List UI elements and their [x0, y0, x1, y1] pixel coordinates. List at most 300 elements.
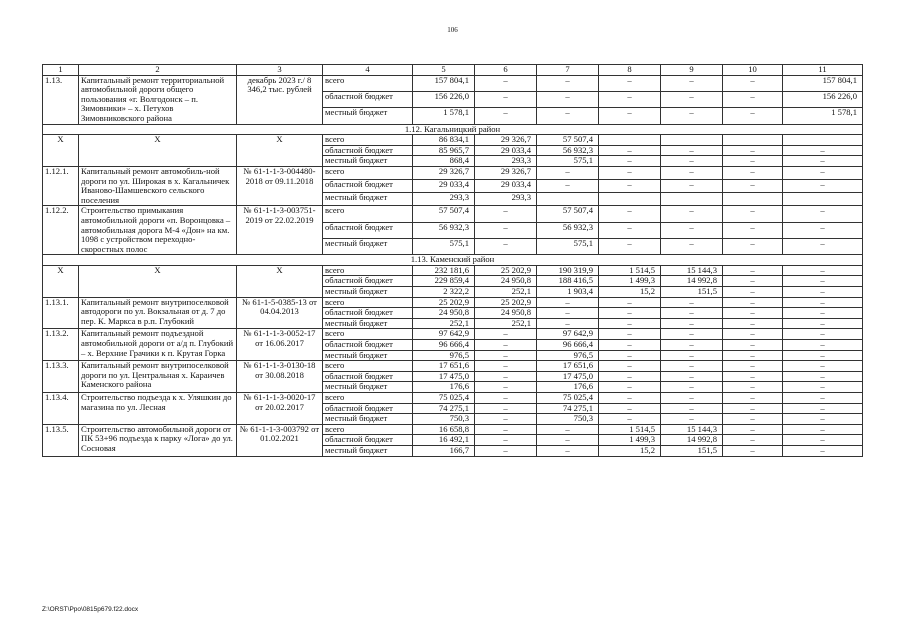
amount-cell: – — [723, 382, 783, 393]
amount-cell: – — [475, 222, 537, 238]
amount-cell: 176,6 — [537, 382, 599, 393]
amount-cell: – — [599, 222, 661, 238]
amount-cell: – — [599, 308, 661, 319]
amount-cell: – — [599, 403, 661, 414]
amount-cell: – — [661, 393, 723, 404]
amount-cell: – — [723, 265, 783, 276]
amount-cell: 1 499,3 — [599, 276, 661, 287]
amount-cell — [661, 193, 723, 206]
header-cell: 9 — [661, 65, 723, 76]
amount-cell: – — [723, 424, 783, 435]
amount-cell: – — [475, 414, 537, 425]
amount-cell: – — [783, 318, 863, 329]
amount-cell: – — [661, 371, 723, 382]
amount-cell: – — [661, 108, 723, 124]
amount-cell: 252,1 — [475, 287, 537, 298]
item-document: № 61-1-1-3-0020-17 от 20.02.2017 — [237, 393, 323, 425]
amount-cell: – — [723, 145, 783, 156]
funding-source: областной бюджет — [323, 91, 413, 107]
header-cell: 5 — [413, 65, 475, 76]
amount-cell: 14 992,8 — [661, 435, 723, 446]
amount-cell: – — [783, 180, 863, 193]
amount-cell: – — [723, 403, 783, 414]
amount-cell: – — [475, 435, 537, 446]
amount-cell: – — [661, 308, 723, 319]
amount-cell: 15 144,3 — [661, 424, 723, 435]
amount-cell: – — [599, 297, 661, 308]
amount-cell: – — [475, 350, 537, 361]
amount-cell: – — [723, 445, 783, 456]
item-name: Капитальный ремонт территориальной автомобильной дороги общего пользования «г. Волгодонск – п. Зимовники» – х. Петухов Зимовниковского района — [79, 75, 237, 124]
amount-cell: 25 202,9 — [413, 297, 475, 308]
funding-source: местный бюджет — [323, 238, 413, 254]
amount-cell: – — [723, 308, 783, 319]
amount-cell: 29 033,4 — [475, 180, 537, 193]
amount-cell: 750,3 — [537, 414, 599, 425]
amount-cell: – — [661, 145, 723, 156]
amount-cell: – — [661, 382, 723, 393]
funding-source: всего — [323, 166, 413, 179]
amount-cell: 188 416,5 — [537, 276, 599, 287]
amount-cell: 17 475,0 — [537, 371, 599, 382]
funding-source: местный бюджет — [323, 445, 413, 456]
amount-cell — [599, 135, 661, 146]
amount-cell: 976,5 — [537, 350, 599, 361]
table-row — [43, 297, 863, 308]
amount-cell: – — [537, 445, 599, 456]
item-document: № 61-1-1-3-0130-18 от 30.08.2018 — [237, 361, 323, 393]
amount-cell: – — [475, 403, 537, 414]
amount-cell: 17 651,6 — [537, 361, 599, 372]
amount-cell: – — [783, 238, 863, 254]
item-document: № 61-1-1-3-003751-2019 от 22.02.2019 — [237, 206, 323, 255]
table-row — [43, 393, 863, 404]
amount-cell: – — [723, 361, 783, 372]
table-row — [43, 329, 863, 340]
item-number: 1.13.4. — [43, 393, 79, 425]
amount-cell: – — [475, 91, 537, 107]
amount-cell: 1 903,4 — [537, 287, 599, 298]
header-row — [43, 65, 863, 76]
amount-cell: – — [783, 308, 863, 319]
funding-source: всего — [323, 424, 413, 435]
amount-cell: – — [475, 393, 537, 404]
amount-cell: – — [599, 156, 661, 167]
amount-cell: – — [599, 371, 661, 382]
amount-cell: 1 578,1 — [783, 108, 863, 124]
amount-cell: – — [661, 156, 723, 167]
amount-cell: 57 507,4 — [413, 206, 475, 222]
amount-cell: 252,1 — [413, 318, 475, 329]
amount-cell: – — [661, 180, 723, 193]
amount-cell: – — [475, 329, 537, 340]
item-document: Х — [237, 265, 323, 297]
amount-cell: – — [475, 75, 537, 91]
amount-cell: – — [475, 108, 537, 124]
funding-source: всего — [323, 361, 413, 372]
item-number: 1.13.2. — [43, 329, 79, 361]
amount-cell: – — [783, 445, 863, 456]
amount-cell: 15,2 — [599, 287, 661, 298]
amount-cell: 29 326,7 — [413, 166, 475, 179]
amount-cell: 293,3 — [475, 156, 537, 167]
amount-cell: – — [723, 222, 783, 238]
amount-cell: – — [661, 350, 723, 361]
funding-source: всего — [323, 135, 413, 146]
amount-cell: – — [783, 329, 863, 340]
item-name: Капитальный ремонт автомобиль-ной дороги по ул. Широкая в х. Кагальничек Иваново-Шамшевского сельского поселения — [79, 166, 237, 205]
amount-cell: – — [783, 222, 863, 238]
amount-cell: – — [599, 91, 661, 107]
funding-source: всего — [323, 75, 413, 91]
amount-cell: 176,6 — [413, 382, 475, 393]
item-name: Строительство подъезда к х. Уляшкин до магазина по ул. Лесная — [79, 393, 237, 425]
amount-cell: – — [599, 145, 661, 156]
amount-cell: – — [661, 75, 723, 91]
amount-cell: – — [537, 108, 599, 124]
amount-cell: 74 275,1 — [537, 403, 599, 414]
amount-cell: 96 666,4 — [537, 340, 599, 351]
amount-cell: – — [723, 318, 783, 329]
amount-cell: 29 033,4 — [413, 180, 475, 193]
amount-cell: – — [723, 371, 783, 382]
amount-cell: 56 932,3 — [537, 145, 599, 156]
amount-cell — [537, 193, 599, 206]
amount-cell: – — [599, 414, 661, 425]
amount-cell: – — [475, 340, 537, 351]
amount-cell: 25 202,9 — [475, 297, 537, 308]
amount-cell: – — [599, 329, 661, 340]
amount-cell: – — [783, 371, 863, 382]
funding-source: местный бюджет — [323, 287, 413, 298]
funding-source: всего — [323, 206, 413, 222]
amount-cell: – — [783, 382, 863, 393]
amount-cell: – — [723, 206, 783, 222]
amount-cell: 97 642,9 — [413, 329, 475, 340]
amount-cell: 25 202,9 — [475, 265, 537, 276]
amount-cell: – — [599, 382, 661, 393]
amount-cell: 29 033,4 — [475, 145, 537, 156]
amount-cell: 868,4 — [413, 156, 475, 167]
amount-cell: – — [783, 166, 863, 179]
amount-cell — [723, 135, 783, 146]
amount-cell: – — [661, 329, 723, 340]
funding-source: областной бюджет — [323, 403, 413, 414]
item-number: 1.13.3. — [43, 361, 79, 393]
funding-source: областной бюджет — [323, 340, 413, 351]
amount-cell: – — [723, 91, 783, 107]
header-cell: 2 — [79, 65, 237, 76]
amount-cell: – — [475, 445, 537, 456]
amount-cell — [783, 135, 863, 146]
amount-cell: – — [661, 340, 723, 351]
amount-cell: – — [599, 318, 661, 329]
item-name: Капитальный ремонт подъездной автомобильной дороги от а/д п. Глубокий – х. Верхние Грачики к п. Крутая Горка — [79, 329, 237, 361]
funding-source: местный бюджет — [323, 414, 413, 425]
table-row — [43, 265, 863, 276]
amount-cell: 74 275,1 — [413, 403, 475, 414]
amount-cell: – — [783, 287, 863, 298]
table-row — [43, 361, 863, 372]
funding-source: местный бюджет — [323, 350, 413, 361]
table-row — [43, 135, 863, 146]
amount-cell: 575,1 — [537, 156, 599, 167]
amount-cell: – — [723, 435, 783, 446]
amount-cell: – — [783, 340, 863, 351]
amount-cell: – — [783, 393, 863, 404]
amount-cell: 29 326,7 — [475, 166, 537, 179]
item-name: Капитальный ремонт внутрипоселковой дороги по ул. Центральная х. Караичев Каменского района — [79, 361, 237, 393]
item-document: № 61-1-1-3-004480-2018 от 09.11.2018 — [237, 166, 323, 205]
amount-cell: – — [475, 361, 537, 372]
table-row — [43, 166, 863, 179]
funding-source: всего — [323, 393, 413, 404]
amount-cell: – — [723, 329, 783, 340]
funding-source: областной бюджет — [323, 371, 413, 382]
amount-cell: – — [723, 108, 783, 124]
amount-cell: – — [537, 166, 599, 179]
funding-source: всего — [323, 329, 413, 340]
funding-source: местный бюджет — [323, 156, 413, 167]
header-cell: 4 — [323, 65, 413, 76]
amount-cell: 1 499,3 — [599, 435, 661, 446]
amount-cell: 56 932,3 — [537, 222, 599, 238]
header-cell: 6 — [475, 65, 537, 76]
amount-cell: – — [783, 361, 863, 372]
funding-source: местный бюджет — [323, 193, 413, 206]
amount-cell: – — [783, 403, 863, 414]
header-cell: 7 — [537, 65, 599, 76]
item-name: Капитальный ремонт внутрипоселковой автодороги по ул. Вокзальная от д. 7 до пер. К. Маркса в р.п. Глубокий — [79, 297, 237, 329]
amount-cell: – — [783, 350, 863, 361]
item-document: декабрь 2023 г./ 8 346,2 тыс. рублей — [237, 75, 323, 124]
table-row — [43, 206, 863, 222]
amount-cell: 229 859,4 — [413, 276, 475, 287]
amount-cell: 156 226,0 — [413, 91, 475, 107]
amount-cell: – — [723, 180, 783, 193]
amount-cell: – — [475, 424, 537, 435]
amount-cell: – — [723, 350, 783, 361]
amount-cell: – — [661, 297, 723, 308]
amount-cell: – — [537, 180, 599, 193]
table-body — [43, 65, 863, 457]
amount-cell: – — [661, 403, 723, 414]
amount-cell: – — [537, 297, 599, 308]
item-document: № 61-1-1-3-003792 от 01.02.2021 — [237, 424, 323, 456]
amount-cell: – — [723, 156, 783, 167]
amount-cell — [661, 135, 723, 146]
amount-cell: – — [599, 238, 661, 254]
page-number: 106 — [447, 26, 458, 34]
amount-cell: 85 965,7 — [413, 145, 475, 156]
header-cell: 1 — [43, 65, 79, 76]
header-cell: 3 — [237, 65, 323, 76]
table-row — [43, 424, 863, 435]
amount-cell: – — [661, 238, 723, 254]
amount-cell: 1 514,5 — [599, 265, 661, 276]
amount-cell: 252,1 — [475, 318, 537, 329]
amount-cell: – — [537, 308, 599, 319]
amount-cell: – — [599, 180, 661, 193]
amount-cell: 57 507,4 — [537, 206, 599, 222]
item-number: 1.12.1. — [43, 166, 79, 205]
amount-cell: – — [661, 206, 723, 222]
amount-cell: 156 226,0 — [783, 91, 863, 107]
budget-table — [42, 64, 863, 457]
amount-cell: – — [783, 297, 863, 308]
funding-source: областной бюджет — [323, 180, 413, 193]
item-document: № 61-1-5-0385-13 от 04.04.2013 — [237, 297, 323, 329]
amount-cell: 24 950,8 — [475, 308, 537, 319]
amount-cell: – — [475, 382, 537, 393]
amount-cell: – — [661, 91, 723, 107]
amount-cell: 976,5 — [413, 350, 475, 361]
amount-cell: – — [661, 222, 723, 238]
amount-cell: – — [723, 297, 783, 308]
amount-cell: 86 834,1 — [413, 135, 475, 146]
item-document: Х — [237, 135, 323, 167]
amount-cell: – — [599, 340, 661, 351]
amount-cell: – — [783, 276, 863, 287]
amount-cell: – — [783, 265, 863, 276]
item-number: 1.13. — [43, 75, 79, 124]
amount-cell: 293,3 — [413, 193, 475, 206]
amount-cell: 16 658,8 — [413, 424, 475, 435]
section-title: 1.13. Каменский район — [43, 255, 863, 266]
amount-cell: 24 950,8 — [413, 308, 475, 319]
section-row — [43, 124, 863, 135]
amount-cell: – — [475, 238, 537, 254]
funding-source: местный бюджет — [323, 318, 413, 329]
amount-cell: – — [661, 166, 723, 179]
amount-cell: 75 025,4 — [537, 393, 599, 404]
amount-cell: – — [475, 206, 537, 222]
amount-cell: 575,1 — [413, 238, 475, 254]
item-name: Строительство примыкания автомобильной дороги «п. Воронцовка – автомобильная дорога М-4 «Дон» на км. 1098 с устройством переходно-скоростных полос — [79, 206, 237, 255]
amount-cell: 2 322,2 — [413, 287, 475, 298]
amount-cell — [783, 193, 863, 206]
amount-cell: 15 144,3 — [661, 265, 723, 276]
funding-source: всего — [323, 265, 413, 276]
amount-cell: 166,7 — [413, 445, 475, 456]
amount-cell: 16 492,1 — [413, 435, 475, 446]
funding-source: местный бюджет — [323, 382, 413, 393]
amount-cell: – — [723, 166, 783, 179]
amount-cell: 293,3 — [475, 193, 537, 206]
file-path: Z:\ORST\Ppo\0815p679.f22.docx — [42, 606, 139, 613]
amount-cell: – — [599, 206, 661, 222]
amount-cell — [599, 193, 661, 206]
item-document: № 61-1-1-3-0052-17 от 16.06.2017 — [237, 329, 323, 361]
amount-cell: 14 992,8 — [661, 276, 723, 287]
amount-cell: 232 181,6 — [413, 265, 475, 276]
amount-cell: – — [599, 108, 661, 124]
amount-cell: 750,3 — [413, 414, 475, 425]
amount-cell: 75 025,4 — [413, 393, 475, 404]
amount-cell: – — [537, 75, 599, 91]
amount-cell: – — [537, 91, 599, 107]
amount-cell: – — [723, 393, 783, 404]
funding-source: местный бюджет — [323, 108, 413, 124]
amount-cell: – — [599, 350, 661, 361]
amount-cell: – — [723, 238, 783, 254]
item-name: Х — [79, 135, 237, 167]
header-cell: 10 — [723, 65, 783, 76]
funding-source: областной бюджет — [323, 145, 413, 156]
item-number: 1.13.5. — [43, 424, 79, 456]
amount-cell: 29 326,7 — [475, 135, 537, 146]
item-name: Строительство автомобильной дороги от ПК 53+96 подъезда к парку «Лога» до ул. Сосновая — [79, 424, 237, 456]
amount-cell: – — [783, 424, 863, 435]
item-number: Х — [43, 265, 79, 297]
amount-cell: 575,1 — [537, 238, 599, 254]
amount-cell: – — [537, 318, 599, 329]
amount-cell: 151,5 — [661, 287, 723, 298]
amount-cell: – — [661, 361, 723, 372]
section-title: 1.12. Кагальницкий район — [43, 124, 863, 135]
amount-cell: 96 666,4 — [413, 340, 475, 351]
amount-cell: – — [723, 287, 783, 298]
amount-cell: – — [783, 156, 863, 167]
amount-cell: 57 507,4 — [537, 135, 599, 146]
item-number: Х — [43, 135, 79, 167]
section-row — [43, 255, 863, 266]
amount-cell: – — [599, 166, 661, 179]
amount-cell: – — [475, 371, 537, 382]
amount-cell: 157 804,1 — [783, 75, 863, 91]
funding-source: областной бюджет — [323, 276, 413, 287]
item-number: 1.12.2. — [43, 206, 79, 255]
funding-source: областной бюджет — [323, 222, 413, 238]
amount-cell: – — [661, 318, 723, 329]
amount-cell: 56 932,3 — [413, 222, 475, 238]
amount-cell: 151,5 — [661, 445, 723, 456]
amount-cell: – — [723, 340, 783, 351]
amount-cell: 24 950,8 — [475, 276, 537, 287]
amount-cell: 157 804,1 — [413, 75, 475, 91]
amount-cell: – — [783, 414, 863, 425]
amount-cell: – — [537, 424, 599, 435]
table-row — [43, 75, 863, 91]
amount-cell — [723, 193, 783, 206]
item-number: 1.13.1. — [43, 297, 79, 329]
amount-cell: – — [599, 75, 661, 91]
amount-cell: 17 651,6 — [413, 361, 475, 372]
amount-cell: – — [537, 435, 599, 446]
funding-source: областной бюджет — [323, 308, 413, 319]
funding-source: всего — [323, 297, 413, 308]
header-cell: 8 — [599, 65, 661, 76]
funding-source: областной бюджет — [323, 435, 413, 446]
amount-cell: – — [661, 414, 723, 425]
amount-cell: 1 578,1 — [413, 108, 475, 124]
amount-cell: 190 319,9 — [537, 265, 599, 276]
amount-cell: – — [783, 145, 863, 156]
amount-cell: – — [723, 414, 783, 425]
amount-cell: – — [783, 435, 863, 446]
amount-cell: – — [599, 393, 661, 404]
header-cell: 11 — [783, 65, 863, 76]
amount-cell: 17 475,0 — [413, 371, 475, 382]
amount-cell: 15,2 — [599, 445, 661, 456]
amount-cell: – — [723, 75, 783, 91]
amount-cell: – — [723, 276, 783, 287]
amount-cell: 97 642,9 — [537, 329, 599, 340]
item-name: Х — [79, 265, 237, 297]
amount-cell: – — [599, 361, 661, 372]
amount-cell: 1 514,5 — [599, 424, 661, 435]
amount-cell: – — [783, 206, 863, 222]
